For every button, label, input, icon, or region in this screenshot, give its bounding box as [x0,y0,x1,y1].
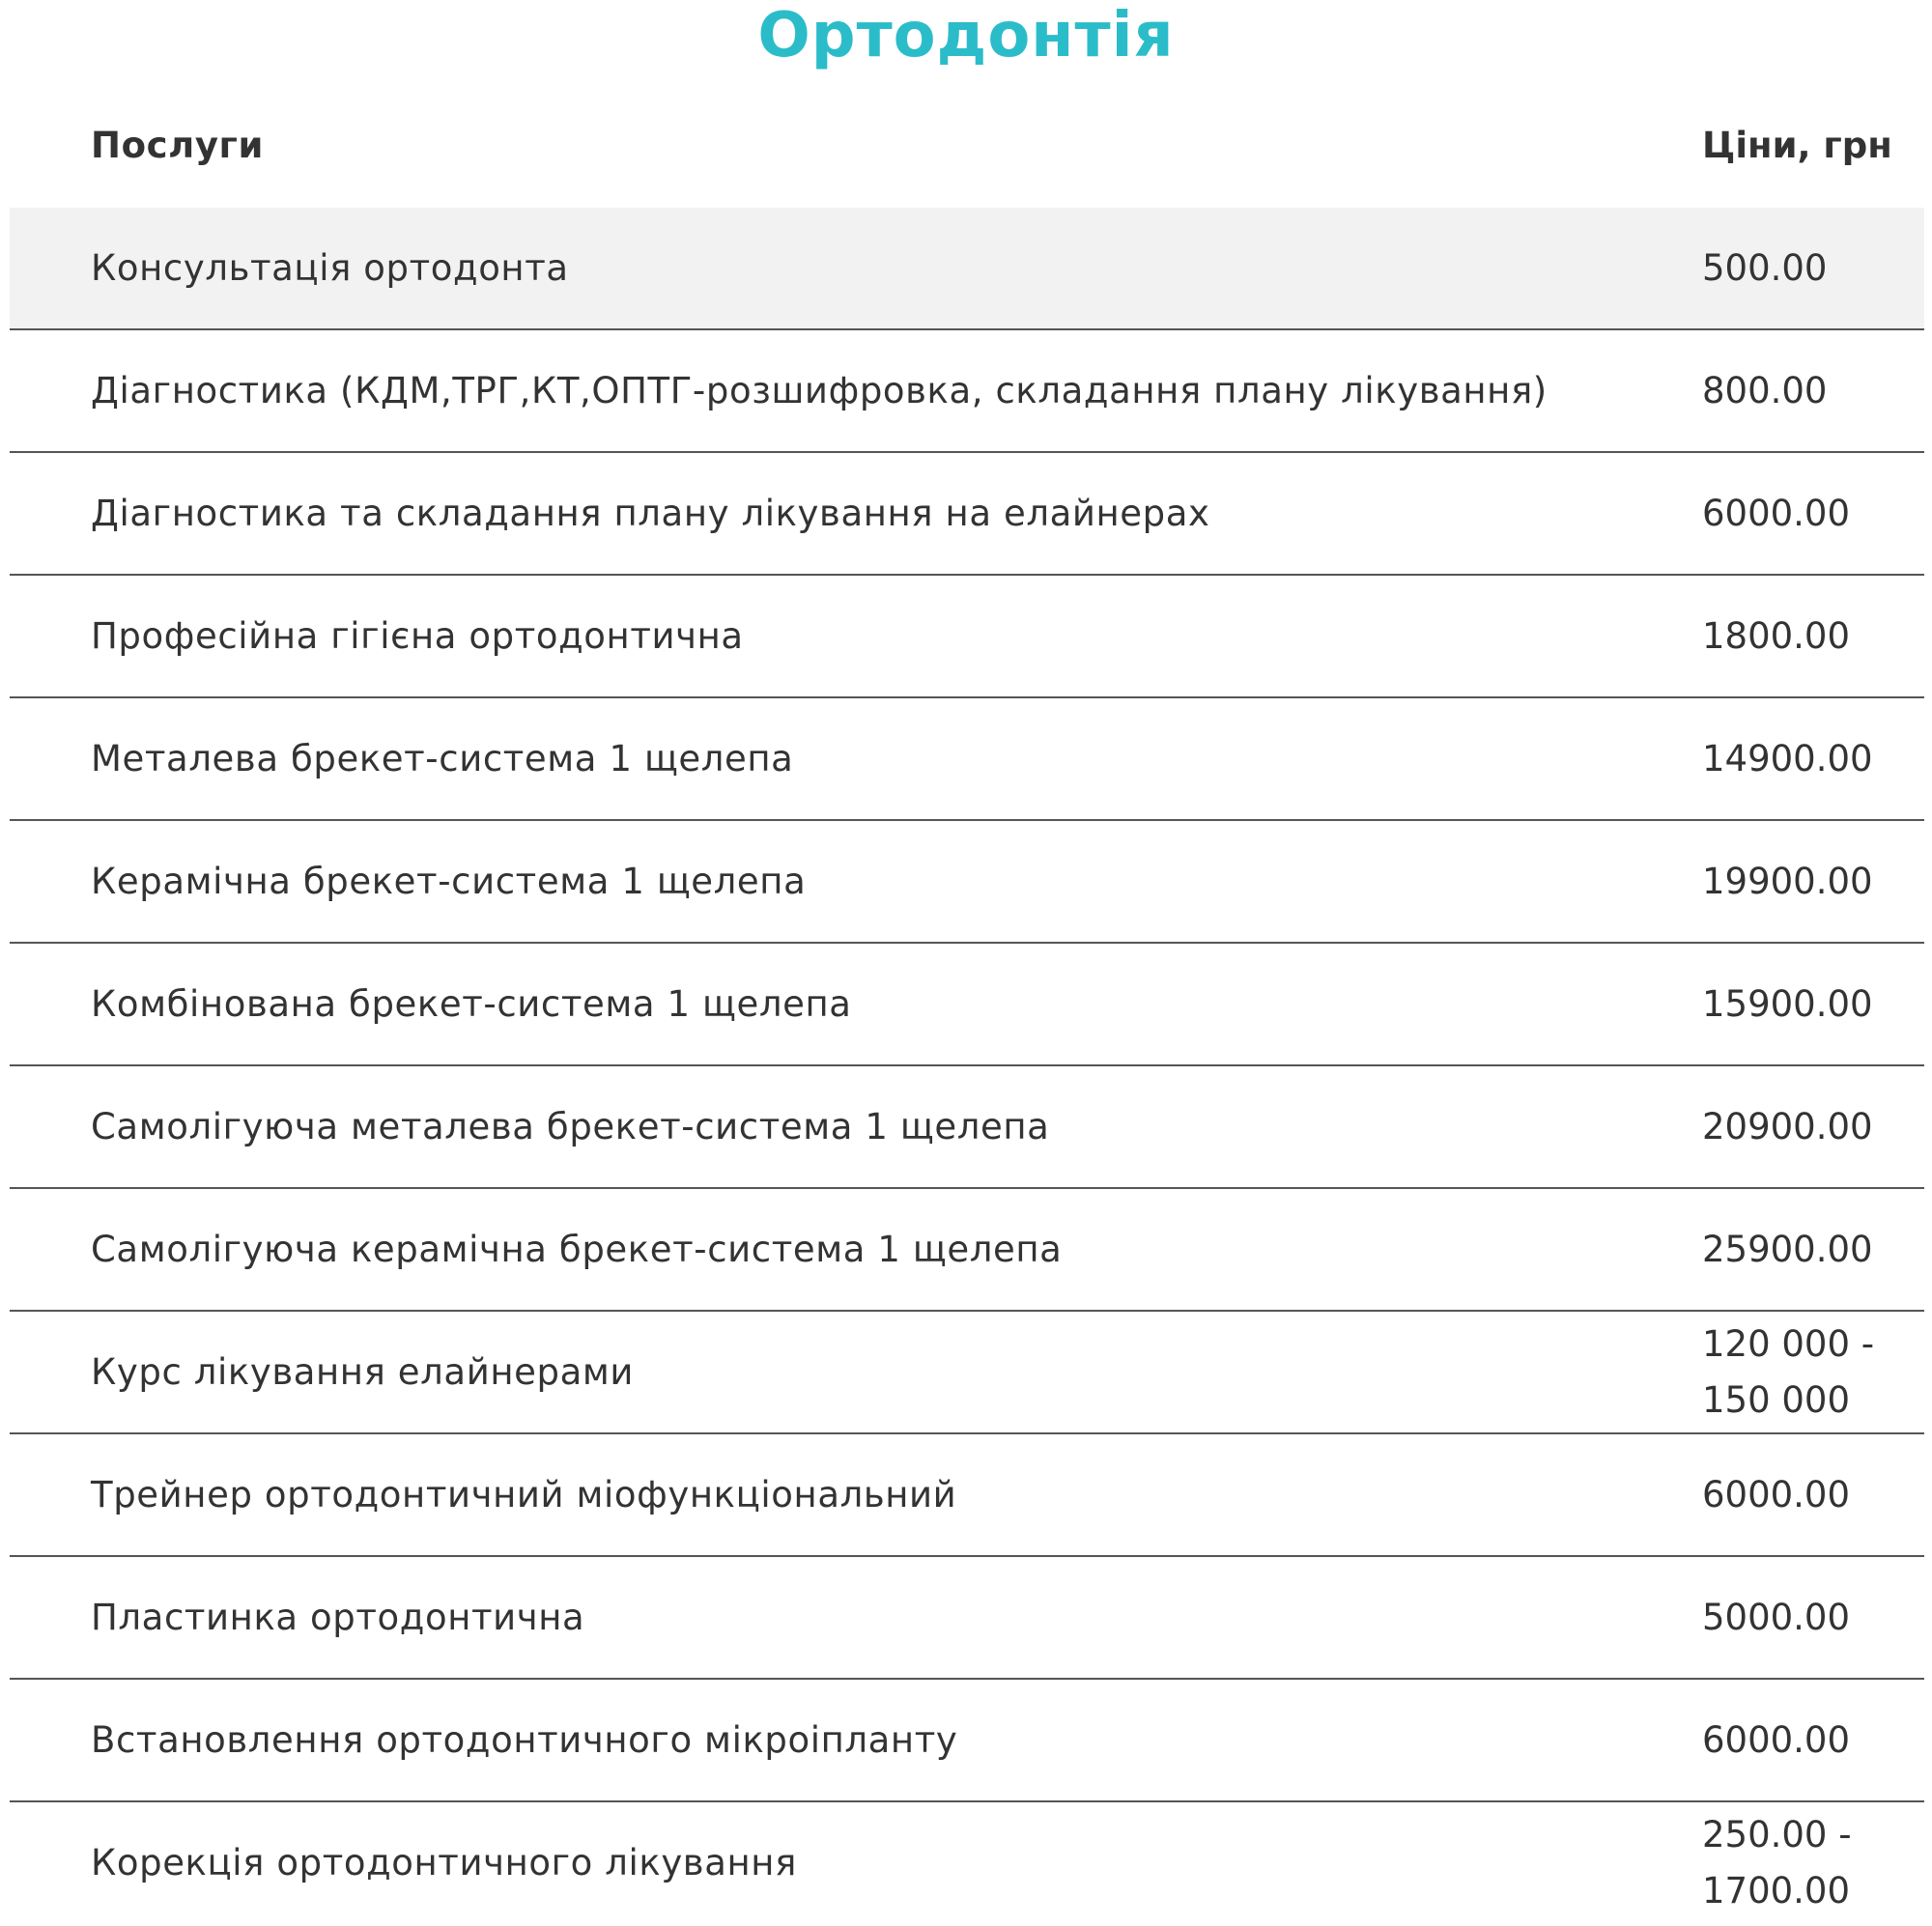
price-table [10,85,1924,1925]
service-name: Консультація ортодонта [91,247,569,289]
service-price: 19900.00 [1702,860,1873,902]
table-row [10,698,1924,821]
service-price: 6000.00 [1702,492,1851,534]
service-price: 5000.00 [1702,1596,1851,1638]
table-row [10,1189,1924,1312]
table-row [10,1066,1924,1189]
service-price: 1800.00 [1702,614,1851,657]
table-row [10,1557,1924,1680]
service-price: 6000.00 [1702,1718,1851,1761]
service-name: Комбінована брекет-система 1 щелепа [91,983,852,1025]
service-name: Курс лікування елайнерами [91,1351,635,1393]
service-name: Встановлення ортодонтичного мікроіпланту [91,1719,958,1761]
table-row [10,821,1924,944]
table-row [10,1680,1924,1802]
service-price: 20900.00 [1702,1105,1873,1147]
service-name: Металева брекет-система 1 щелепа [91,738,794,779]
service-price: 6000.00 [1702,1473,1851,1515]
table-row [10,576,1924,698]
service-price: 15900.00 [1702,982,1873,1025]
table-row [10,1312,1924,1434]
service-price: 14900.00 [1702,737,1873,779]
service-price: 250.00 - 1700.00 [1702,1813,1852,1912]
service-name: Трейнер ортодонтичний міофункціональний [91,1474,957,1515]
service-name: Самолігуюча керамічна брекет-система 1 щелепа [91,1229,1063,1270]
service-price: 800.00 [1702,369,1828,411]
table-row [10,1434,1924,1557]
service-name: Діагностика та складання плану лікування на елайнерах [91,493,1210,534]
service-name: Діагностика (КДМ,ТРГ,КТ,ОПТГ-розшифровка, складання плану лікування) [91,370,1548,411]
service-name: Професійна гігієна ортодонтична [91,615,744,657]
table-row [10,330,1924,453]
table-row [10,208,1924,330]
table-row [10,1802,1924,1925]
table-row [10,453,1924,576]
page-title: Ортодонтія [757,0,1175,71]
column-header-service: Послуги [91,125,264,166]
service-name: Корекція ортодонтичного лікування [91,1842,797,1884]
service-price: 500.00 [1702,246,1828,289]
service-name: Пластинка ортодонтична [91,1597,585,1638]
table-header [10,85,1924,208]
column-header-price: Ціни, грн [1702,125,1892,166]
service-price: 25900.00 [1702,1228,1873,1270]
service-name: Керамічна брекет-система 1 щелепа [91,861,807,902]
service-name: Самолігуюча металева брекет-система 1 щелепа [91,1106,1050,1147]
table-row [10,944,1924,1066]
service-price: 120 000 - 150 000 [1702,1322,1875,1421]
